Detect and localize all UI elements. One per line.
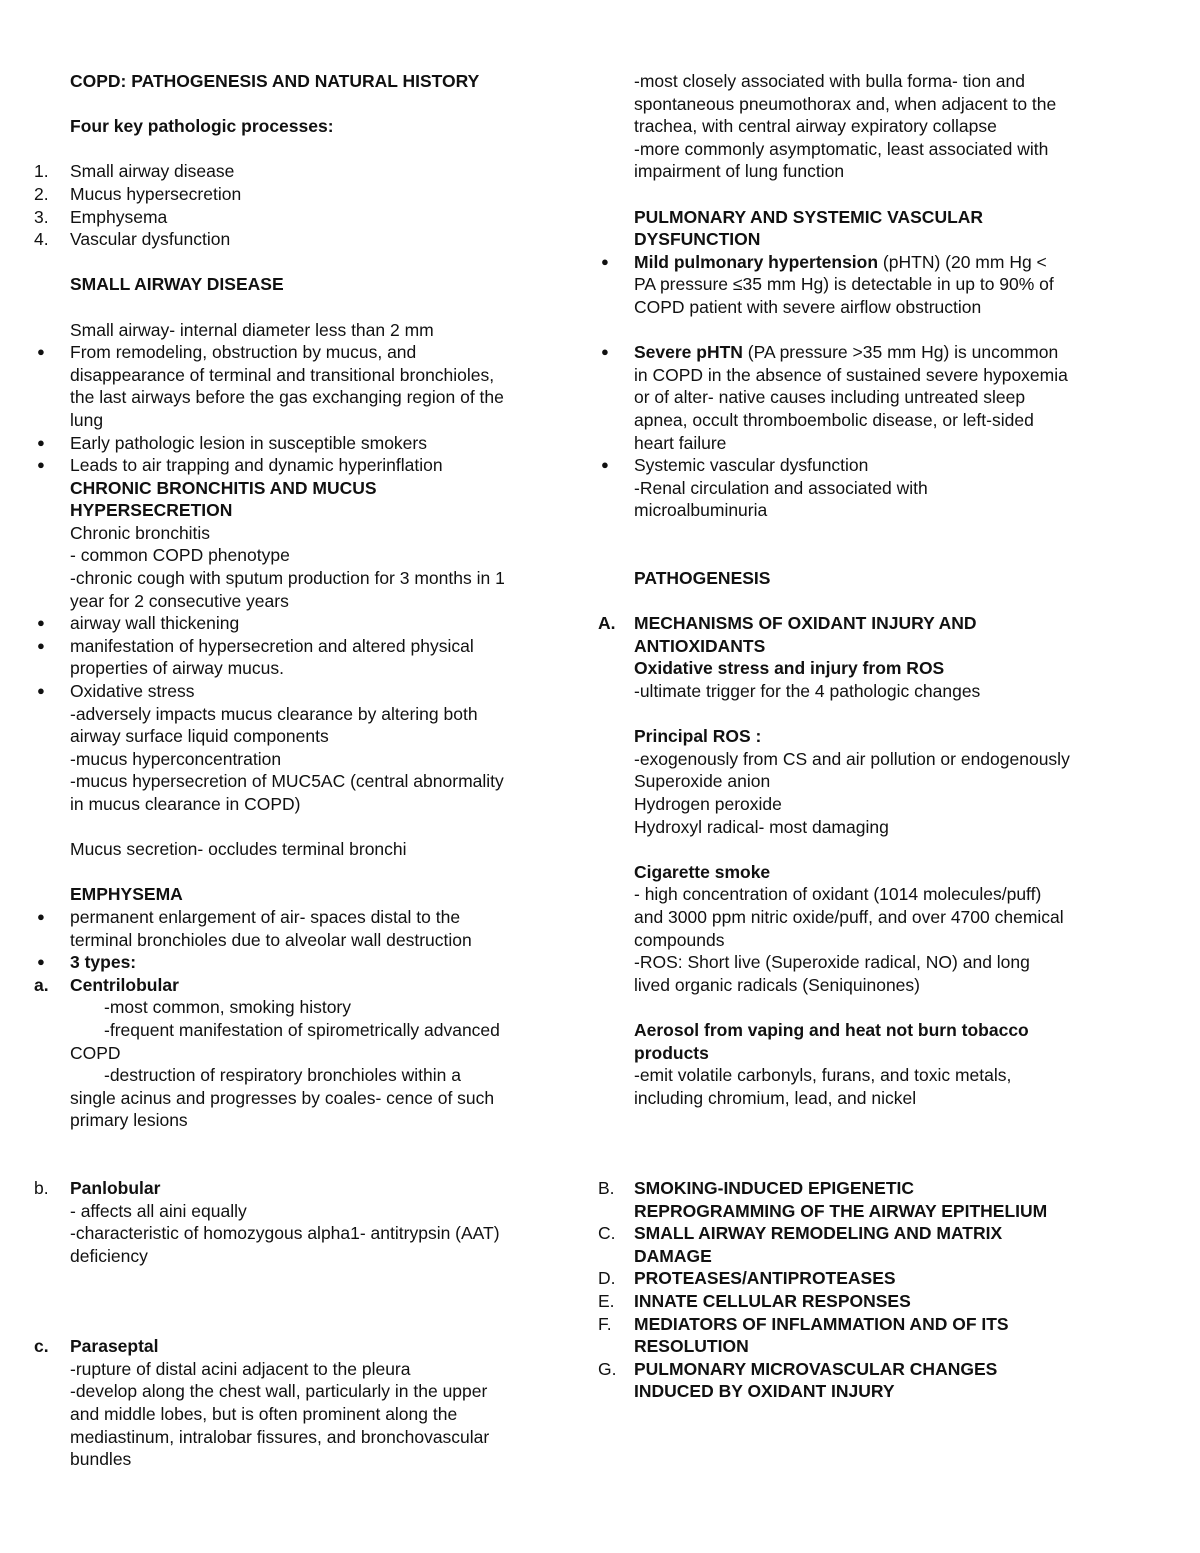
list-item: F. MEDIATORS OF INFLAMMATION AND OF ITS [598,1313,1009,1334]
subheading: Cigarette smoke [634,861,771,882]
list-item: B. SMOKING-INDUCED EPIGENETIC [598,1178,915,1199]
section-heading: EMPHYSEMA [70,884,183,905]
bullet-icon: ● [37,637,45,653]
section-heading: SMALL AIRWAY DISEASE [70,274,284,295]
list-item: 4. Vascular dysfunction [34,229,231,250]
list-item: G. PULMONARY MICROVASCULAR CHANGES [598,1358,998,1379]
subheading: Paraseptal [70,1336,159,1357]
bullet-icon: ● [37,457,45,473]
section-heading: PULMONARY AND SYSTEMIC VASCULAR [634,206,984,227]
section-heading: CHRONIC BRONCHITIS AND MUCUS [70,477,377,498]
bullet-icon: ● [37,615,45,631]
list-item: 3. Emphysema [34,206,168,227]
subheading: Panlobular [70,1178,161,1199]
bullet-icon: ● [601,253,609,269]
bullet-icon: ● [37,344,45,360]
subheading: MECHANISMS OF OXIDANT INJURY AND [634,613,977,634]
bullet-icon: ● [37,683,45,699]
list-item: C. SMALL AIRWAY REMODELING AND MATRIX [598,1223,1003,1244]
bullet-icon: ● [37,434,45,450]
bullet-icon: ● [601,344,609,360]
right-column: -most closely associated with bulla forma- tion and spontaneous pneumothorax and, when adjacent to the trachea, with central airway expiratory collapse -more commonly asymptomatic, least associated with impairment of lung function PULMONARY AND SYSTEMIC VASCULAR DYSFUNCTION ● Mild pulmonary hypertension (pHTN) (20 mm Hg < PA pressure ≤35 mm Hg) is detectable in up to 90% of COPD patient with severe airflow obstruction ● Severe pHTN (PA pressure >35 mm Hg) is uncommon in COPD in the absence of sustained severe hypoxemia or of alter- native causes including untreated sleep apnea, occult thromboembolic disease, or left-sided heart failure ● Systemic vascular dysfunction -Renal circulation and associated with microalbuminuria PATHOGENESIS A. MECHANISMS OF OXIDANT INJURY AND ANTIOXIDANTS Oxidative stress and injury from ROS -ultimate trigger for the 4 pathologic changes Principal ROS : -exogenously from CS and air pollution or endogenously Superoxide anion Hydrogen peroxide Hydroxyl radical- most damaging Cigarette smoke - high concentration of oxidant (1014 molecules/puff) and 3000 ppm nitric oxide/puff, and over 4700 chemical compounds -ROS: Short live (Superoxide radical, NO) and long lived organic radicals (Seniquinones) Aerosol from vaping and heat not burn tobacco products -emit volatile carbonyls, furans, and toxic metals, including chromium, lead, and nickel B. SMOKING-INDUCED EPIGENETIC REPROGRAMMING OF THE AIRWAY EPITHELIUM C. SMALL AIRWAY REMODELING AND MATRIX DAMAGE D. PROTEASES/ANTIPROTEASES E. INNATE CELLULAR RESPONSES F. MEDIATORS OF INFLAMMATION AND OF ITS RESOLUTION G. PULMONARY MICROVASCULAR CHANGES INDUCED BY OXIDANT INJURY [598,70,1138,1403]
bullet-icon: ● [37,908,45,924]
text-line: Mucus secretion- occludes terminal bronchi [70,839,407,860]
list-item: D. PROTEASES/ANTIPROTEASES [598,1268,896,1289]
text-line: Small airway- internal diameter less than 2 mm [70,319,434,340]
processes-heading: Four key pathologic processes: [70,116,334,137]
list-item: E. INNATE CELLULAR RESPONSES [598,1291,911,1312]
subheading: Aerosol from vaping and heat not burn tobacco [634,1019,1029,1040]
page-title: COPD: PATHOGENESIS AND NATURAL HISTORY [70,71,480,91]
subheading: Principal ROS : [634,726,762,747]
section-heading: PATHOGENESIS [634,568,771,589]
list-item: 1. Small airway disease [34,161,235,182]
subheading: Centrilobular [70,974,179,995]
list-item: 2. Mucus hypersecretion [34,183,242,204]
left-column: COPD: PATHOGENESIS AND NATURAL HISTORY Four key pathologic processes: 1. Small airway disease 2. Mucus hypersecretion 3. Emphysema 4. Vascular dysfunction SMALL AIRWAY DISEASE Small airway- internal diameter less than 2 mm ● From remodeling, obstruction by mucus, and disappearance of terminal and transitional bronchioles, the last airways before the gas exchanging region of the lung ● Early pathologic lesion in susceptible smokers ● Leads to air trapping and dynamic hyperinflation CHRONIC BRONCHITIS AND MUCUS HYPERSECRETION Chronic bronchitis - common COPD phenotype -chronic cough with sputum production for 3 months in 1 year for 2 consecutive years ● airway wall thickening ● manifestation of hypersecretion and altered physical properties of airway mucus. ● Oxidative stress -adversely impacts mucus clearance by altering both airway surface liquid components -mucus hyperconcentration -mucus hypersecretion of MUC5AC (central abnormality in mucus clearance in COPD) Mucus secretion- occludes terminal bronchi EMPHYSEMA ● permanent enlargement of air- spaces distal to the terminal bronchioles due to alveolar wall destruction ● 3 types: a. Centrilobular -most common, smoking history -frequent manifestation of spirometrically advanced COPD -destruction of respiratory bronchioles within a single acinus and progresses by coales- cence of such primary lesions b. Panlobular - affects all aini equally -characteristic of homozygous alpha1- antitrypsin (AAT) deficiency c. Paraseptal -rupture of distal acini adjacent to the pleura -develop along the chest wall, particularly in the upper and middle lobes, but is often prominent along the mediastinum, intralobar fissures, and bronchovascular bundles [34,70,570,1471]
bullet-icon: ● [601,457,609,473]
bullet-icon: ● [37,954,45,970]
